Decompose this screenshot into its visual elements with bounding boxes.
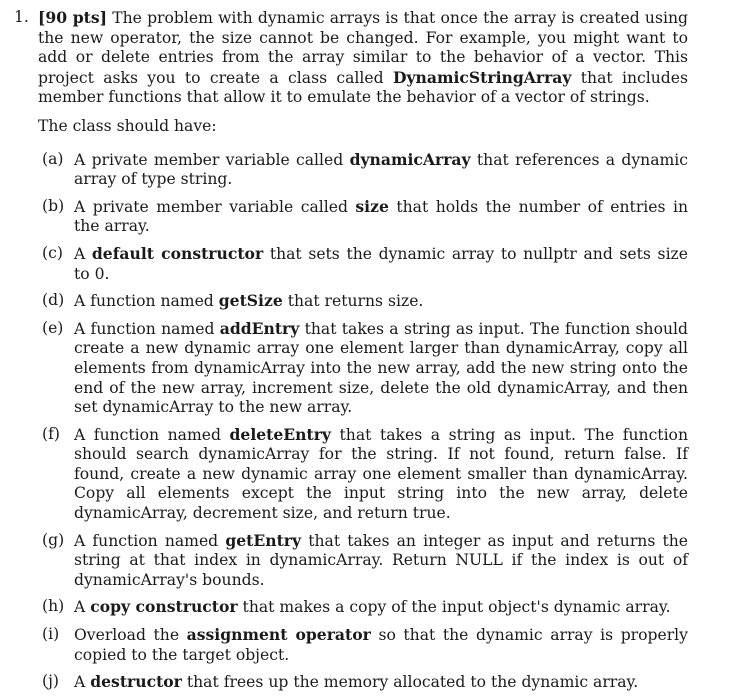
item-text	[74, 319, 688, 418]
item-text-part: that references a dynamic array of type string.	[74, 150, 689, 189]
item-keyword: addEntry	[219, 318, 300, 338]
item-keyword: destructor	[90, 672, 182, 692]
intro-text-2: that includes member functions that allow it to emulate the behavior of a vector of strings.	[38, 68, 689, 107]
item-text-part: A private member variable called	[74, 197, 356, 216]
item-text-part: A function named	[74, 292, 219, 311]
item-text	[74, 597, 688, 618]
item-text-part: that takes a string as input. The function should create a new dynamic array one element larger than dynamicArray, copy all elements from dynamicArray into the new array, add the new string onto the end of the new array, increment size, delete the old dynamicArray, and then set dynamicArray to the new array.	[74, 319, 688, 417]
class-should-have-label: The class should have:	[38, 116, 217, 135]
item-label: (f)	[42, 424, 60, 443]
item-text	[74, 531, 688, 591]
item-text-part: A	[74, 673, 91, 692]
item-label: (d)	[42, 291, 65, 310]
item-label: (i)	[42, 625, 60, 644]
list-item	[14, 150, 688, 190]
item-text	[74, 291, 688, 312]
item-text-part: A function named	[74, 531, 226, 550]
item-text-part: that takes a string as input. The function should search dynamicArray for the string. If not found, return false. If found, create a new dynamic array one element smaller than dynamicArray. Copy all elements except the input string into the new array, delete dynamicArray, decrement size, and return true.	[74, 425, 688, 523]
item-text-part: A	[74, 598, 91, 617]
item-text-part: that sets the dynamic array to nullptr and sets size to 0.	[74, 244, 688, 283]
item-text	[74, 425, 688, 524]
list-item	[14, 531, 688, 591]
intro-text-1: The problem with dynamic arrays is that once the array is created using the new operator, the size cannot be changed. For example, you might want to add or delete entries from the array similar to the behavior of a vector. This project asks you to create a class called	[38, 9, 688, 87]
list-item	[14, 597, 688, 618]
list-item	[14, 291, 688, 312]
item-text-part: that returns size.	[282, 292, 424, 311]
item-text-part: Overload the	[74, 626, 187, 645]
item-label: (a)	[42, 149, 64, 168]
item-keyword: copy constructor	[90, 597, 238, 617]
list-item	[14, 244, 688, 284]
item-text-part: that makes a copy of the input object's dynamic array.	[237, 598, 671, 617]
item-text-part: that frees up the memory allocated to the dynamic array.	[181, 673, 639, 692]
problem-1	[14, 8, 688, 700]
item-text	[74, 150, 688, 190]
item-label: (h)	[42, 597, 65, 616]
list-item	[14, 425, 688, 524]
list-item	[14, 625, 688, 665]
item-keyword: getSize	[218, 291, 283, 311]
item-label: (c)	[42, 243, 63, 262]
item-text	[74, 625, 688, 665]
item-keyword: default constructor	[91, 243, 264, 263]
class-name: DynamicStringArray	[392, 67, 572, 87]
item-text-part: that holds the number of entries in the array.	[74, 197, 688, 236]
item-keyword: assignment operator	[186, 625, 371, 645]
item-text	[74, 197, 688, 237]
item-text	[74, 244, 688, 284]
item-text-part: A private member variable called	[74, 150, 350, 169]
list-item	[14, 319, 688, 418]
item-text	[74, 672, 688, 693]
problem-points: [90 pts]	[38, 8, 108, 27]
problem-number: 1.	[14, 8, 29, 26]
list-item	[14, 197, 688, 237]
item-text-part: so that the dynamic array is properly copied to the target object.	[74, 626, 688, 664]
requirements-list	[14, 150, 688, 693]
item-text-part: A function named	[74, 319, 220, 338]
item-label: (e)	[42, 318, 64, 337]
item-text-part: A	[74, 244, 92, 263]
item-keyword: getEntry	[225, 530, 302, 550]
problem-intro	[38, 8, 688, 108]
item-keyword: size	[355, 196, 389, 216]
item-text-part: A function named	[74, 425, 230, 444]
item-keyword: dynamicArray	[349, 149, 471, 169]
item-label: (j)	[42, 672, 60, 691]
item-text-part: that takes an integer as input and returns the string at that index in dynamicArray. Return NULL if the index is out of dynamicArray's bounds.	[74, 531, 689, 589]
item-label: (g)	[42, 530, 65, 549]
item-keyword: deleteEntry	[229, 424, 331, 444]
item-label: (b)	[42, 196, 65, 215]
list-item	[14, 672, 688, 693]
